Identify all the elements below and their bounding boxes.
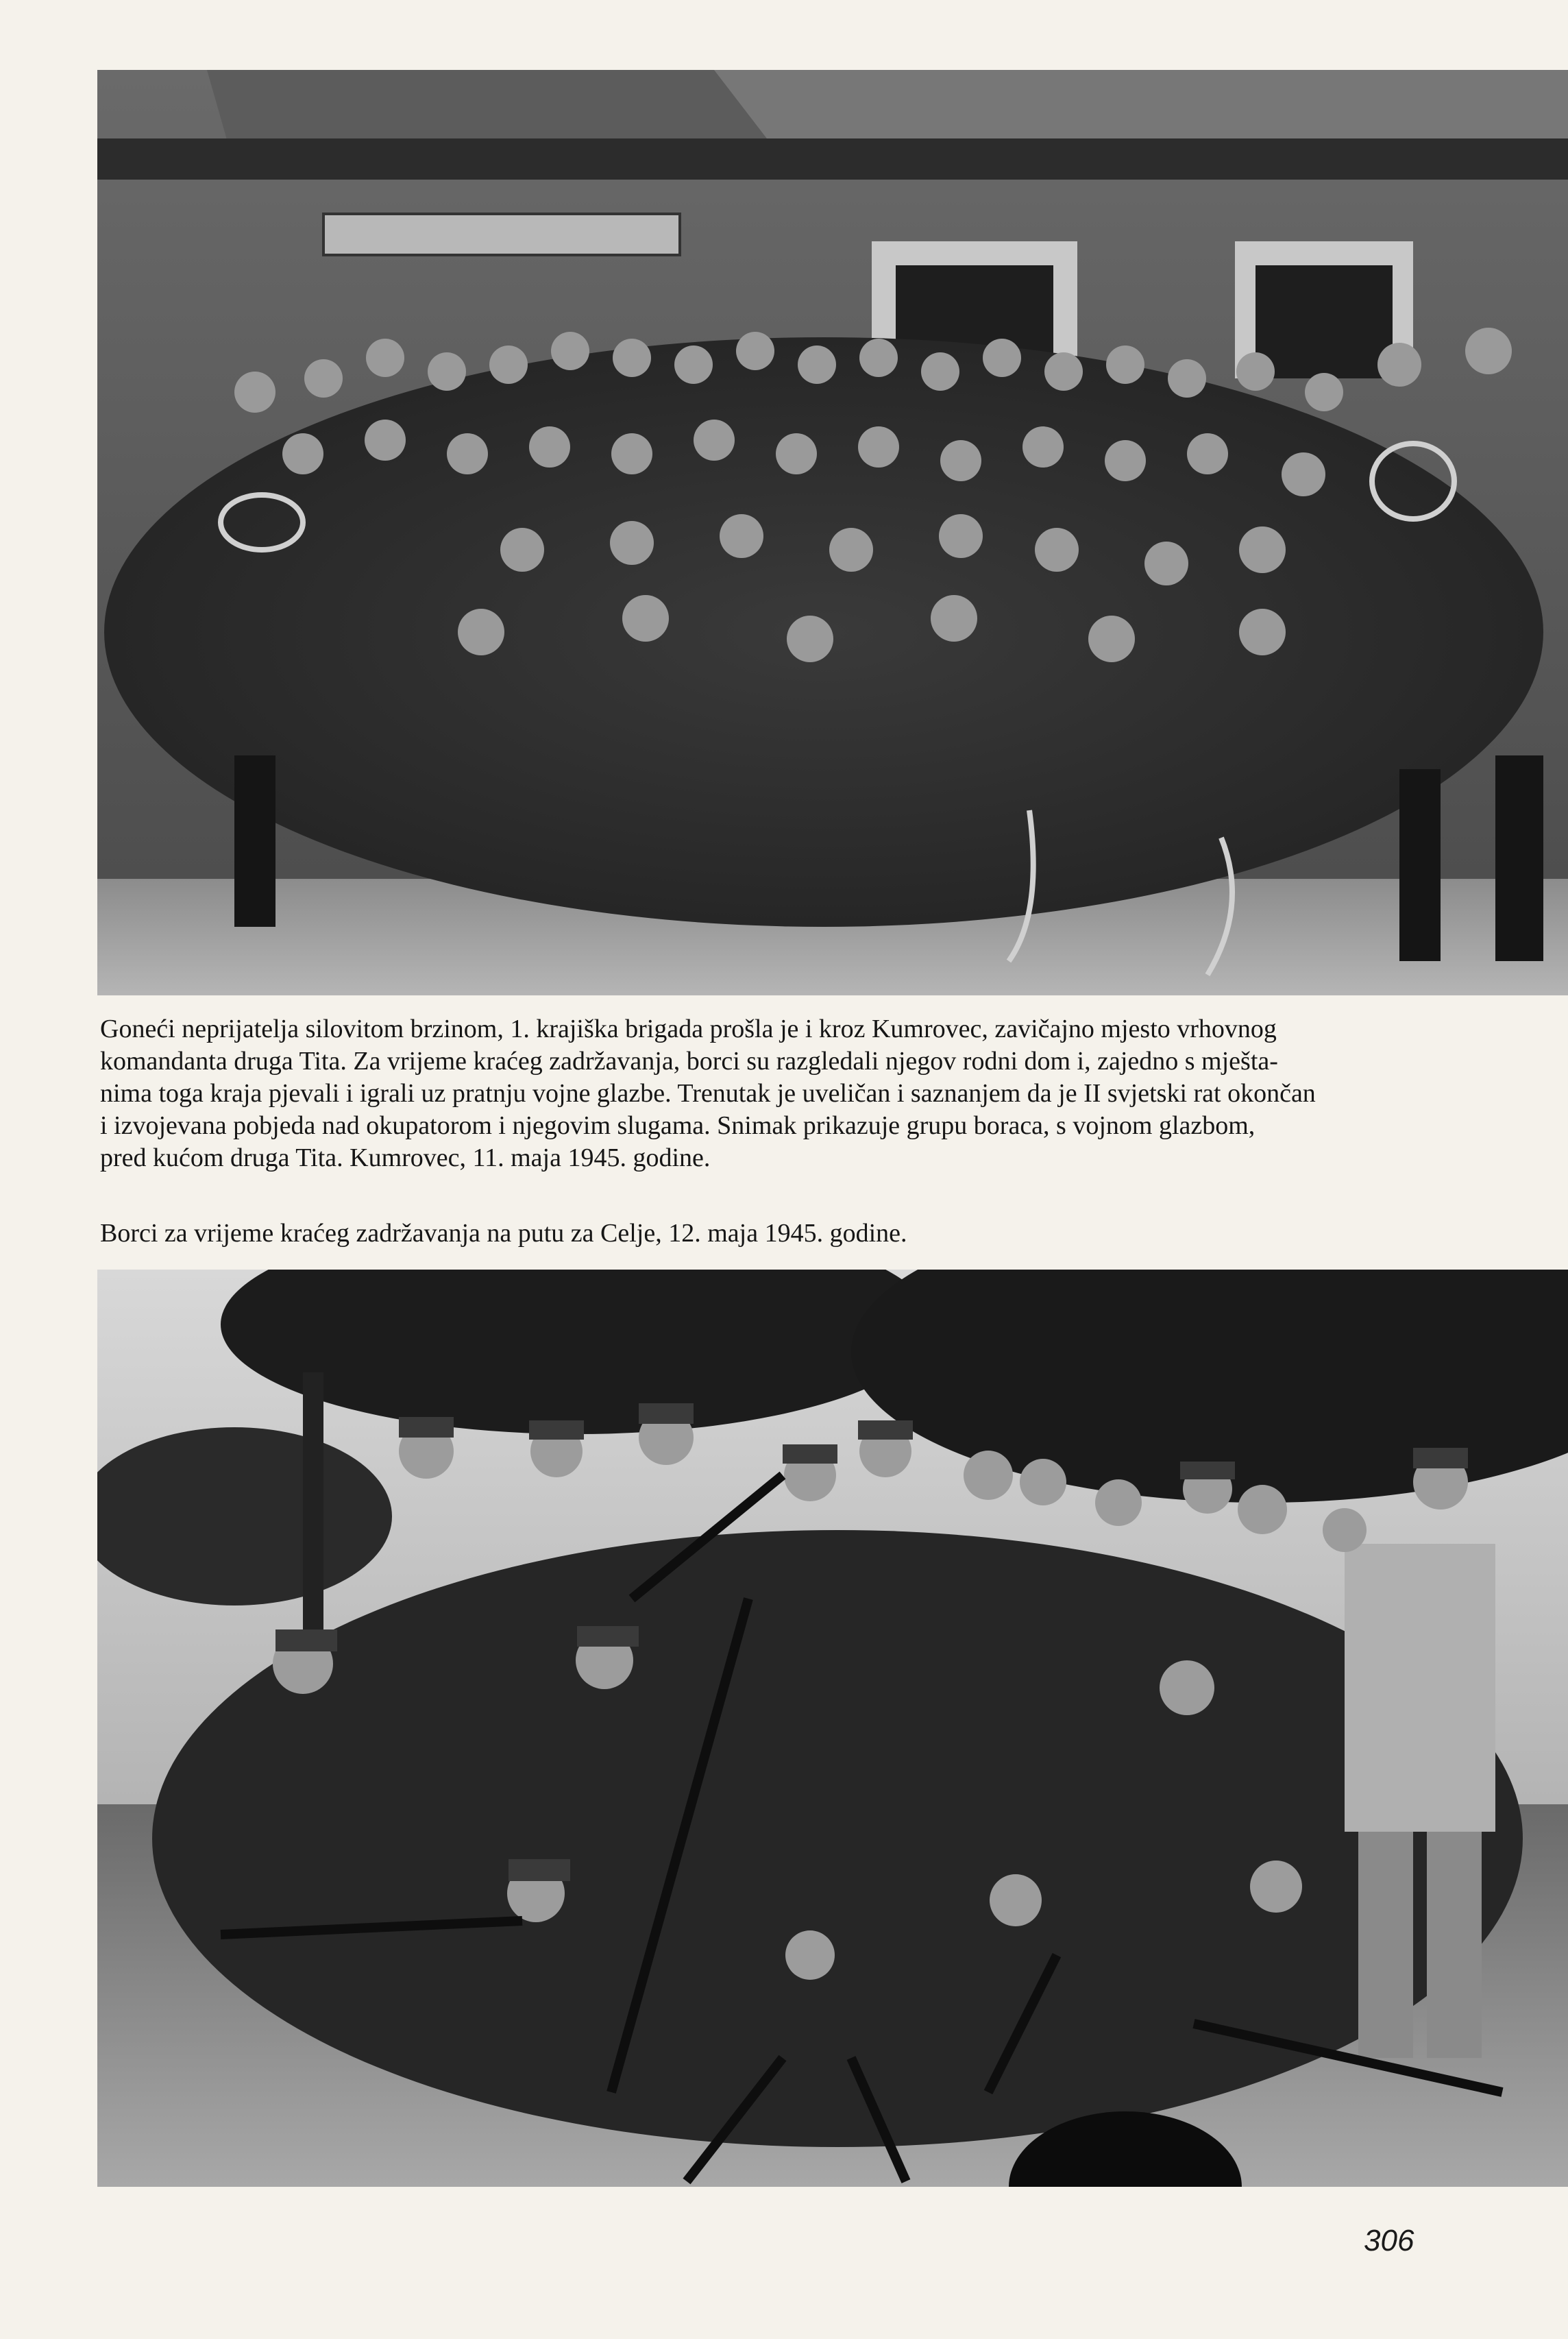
photo-kumrovec-image: [97, 70, 1568, 995]
caption-kumrovec-line-5: pred kućom druga Tita. Kumrovec, 11. maja 1945. godine.: [100, 1143, 711, 1172]
photo-celje-image: [97, 1270, 1568, 2187]
photo-celje-group: [97, 1270, 1568, 2187]
caption-celje: Borci za vrijeme kraćeg zadržavanja na putu za Celje, 12. maja 1945. godine.: [100, 1219, 907, 1248]
caption-kumrovec: [100, 1013, 1568, 1174]
caption-kumrovec-line-2: komandanta druga Tita. Za vrijeme kraćeg zadržavanja, borci su razgledali njegov rodni dom i, zajedno s mješta-: [100, 1047, 1278, 1076]
caption-kumrovec-line-4: i izvojevana pobjeda nad okupatorom i njegovim slugama. Snimak prikazuje grupu boraca, s vojnom glazbom,: [100, 1111, 1255, 1140]
page-number: 306: [1364, 2224, 1414, 2257]
photo-kumrovec-group: [97, 70, 1568, 995]
caption-kumrovec-line-3: nima toga kraja pjevali i igrali uz pratnju vojne glazbe. Trenutak je uveličan i saznanjem da je II svjetski rat okončan: [100, 1079, 1316, 1108]
caption-kumrovec-line-1: Goneći neprijatelja silovitom brzinom, 1. krajiška brigada prošla je i kroz Kumrovec, zavičajno mjesto vrhovnog: [100, 1015, 1277, 1043]
